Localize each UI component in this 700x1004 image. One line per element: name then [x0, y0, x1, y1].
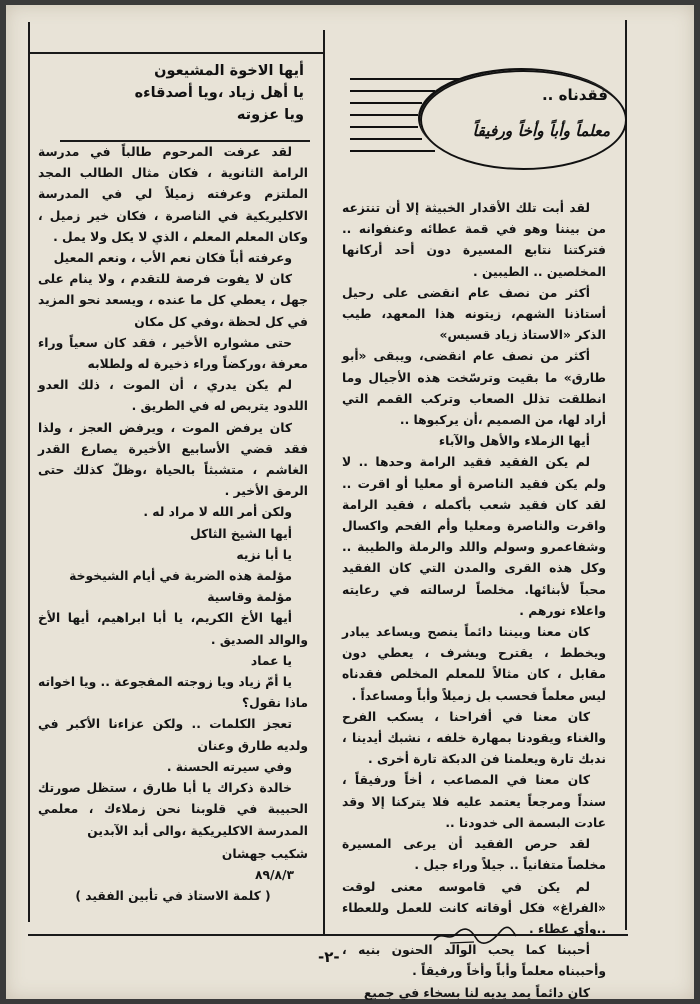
right-paragraph: لقد حرص الفقيد أن يرعى المسيرة مخلصاً متفانياً .. جيلاً وراء جيل .: [342, 837, 606, 873]
continued-handwritten-note: [430, 924, 520, 946]
right-paragraph: أكثر من نصف عام انقضى على رحيل أستاذنا الشهم، زيتونه هذا المعهد، طيب الذكر «الاستاذ زياد قسيس»: [342, 285, 606, 343]
right-border-line: [625, 20, 627, 930]
decorative-line: [350, 150, 435, 152]
right-article-column: [342, 198, 606, 1004]
left-paragraph: لم يكن يدري ، أن الموت ، ذلك العدو اللدود يتربص له في الطريق .: [38, 378, 308, 414]
author-date: ٨٩/٨/٣: [254, 867, 294, 882]
right-paragraph: لم يكن الفقيد فقيد الرامة وحدها .. لا ولم يكن فقيد الناصرة أو معليا أو اقرت .. لقد كان فقيد شعب بأكمله ، فقيد الرامة واقرت والناصرة ومعليا وأم الفحم واكسال وشفاعمرو وسولم واللد والرملة والطيبة .. وكل هذه القرى والمدن التي كان الفقيد محباً لأبنائها. مخلصاً لرسالته في رعايته واعلاء نورهم .: [342, 455, 606, 618]
right-paragraph: كان دائماً يمد يديه لنا بسخاء في جميع: [363, 985, 590, 1000]
left-paragraph: تعجز الكلمات .. ولكن عزاءنا الأكبر في ولديه طارق وعنان: [38, 717, 308, 753]
right-paragraph: أيها الزملاء والأهل والآباء: [438, 434, 590, 449]
right-paragraph: لم يكن في قاموسه معنى لوقت «الفراغ» فكل أوقاته كانت للعمل وللعطاء ..وأي عطاء .: [342, 879, 606, 936]
left-paragraph: يا عماد: [250, 653, 292, 668]
decorative-line: [350, 138, 422, 140]
left-paragraph: وفي سيرته الحسنة .: [166, 759, 292, 774]
right-paragraph: لقد أبت تلك الأقدار الخبيثة إلا أن تنتزعه من بيننا وهو في قمة عطائه وعنفوانه .. فتركتنا نتابع المسيرة دون أحد أركانها المخلصين .. الطيبين .: [342, 201, 606, 279]
right-paragraph: كان معنا في المصاعب ، أخاً ورفيقاً ، سنداً ومرجعاً يعتمد عليه فلا يتركنا إلا وقد عادت البسمة الى خدودنا ..: [342, 773, 606, 830]
left-paragraph: كان لا يفوت فرصة للتقدم ، ولا ينام على جهل ، يعطي كل ما عنده ، ويسعد نحو المزيد في كل لحظة ،وفي كل مكان: [38, 272, 308, 329]
right-paragraph: كان معنا في أفراحنا ، يسكب الفرح والغناء ويقودنا بمهارة خلفه ، نشبك أيدينا ، ندبك تارة ويعلمنا فن الدبكة تارة أخرى .: [342, 709, 606, 767]
left-paragraph: يا أمّ زياد ويا زوجته المفجوعة .. ويا اخواته ماذا نقول؟: [38, 675, 308, 711]
author-name: شكيب جهشان: [221, 846, 308, 861]
title-oval: [420, 70, 627, 170]
top-rule: [28, 52, 325, 54]
right-paragraph: أكثر من نصف عام انقضى، ويبقى «أبو طارق» ما بقيت وترسّخت هذه الأجيال وما انطلقت تذلل الصعاب وتركب القمم التي أراد لها، من الصميم ،أن يركبوها ..: [342, 349, 606, 428]
column-divider-line: [323, 30, 325, 935]
decorative-line: [350, 102, 422, 104]
left-paragraph: مؤلمة هذه الضربة في أيام الشيخوخة: [69, 569, 292, 584]
left-paragraph: حتى مشواره الأخير ، فقد كان سعياً وراء معرفة ،وركضاً وراء ذخيرة له ولطلابه: [38, 335, 308, 372]
left-paragraph: خالدة ذكراك يا أبا طارق ، ستظل صورتك الحبيبة في قلوبنا نحن زملاءك ، معلمي المدرسة الاكليريكية ،والى أبد الآبدين: [38, 781, 308, 838]
left-heading-line2: يا أهل زياد ،ويا أصدقاءه: [134, 85, 304, 101]
left-paragraph: أيها الشيخ الثاكل: [190, 526, 292, 541]
page-number: -٢-: [318, 948, 340, 966]
decorative-line: [350, 90, 435, 92]
left-paragraph: ولكن أمر الله لا مراد له .: [143, 505, 292, 520]
decorative-line: [350, 126, 418, 128]
left-paragraph: وعرفته أباً فكان نعم الأب ، ونعم المعيل: [53, 251, 292, 266]
left-paragraph: أيها الأخ الكريم، يا أبا ابراهيم، أيها الأخ والوالد الصديق .: [38, 611, 308, 647]
right-paragraph: كان معنا وبيننا دائماً ينصح ويساعد يبادر ويخطط ، يقترح ويشرف ، يعطي دون مقابل ، كان مثالاً للمعلم المخلص فقدناه ليس معلماً فحسب بل زميلاً وأباً ومساعداً .: [342, 625, 606, 703]
left-paragraph: يا أبا نزيه: [236, 547, 292, 562]
left-heading-line1: أيها الاخوة المشيعون: [154, 63, 304, 79]
left-heading: [74, 60, 304, 126]
left-paragraph: لقد عرفت المرحوم طالباً في مدرسة الرامة الثانوية ، فكان مثال الطالب المجد الملتزم وعرفته زميلاً لي في المدرسة الاكليريكية في الناصرة ، فكان خير زميل ، وكان المعلم المعلم ، الذي لا يكل ولا يمل .: [38, 145, 308, 244]
right-paragraph: أحببنا كما يحب الوالد الحنون بنيه ، وأحببناه معلماً وأباً وأخاً ورفيقاً .: [342, 943, 606, 979]
left-paragraph: مؤلمة وقاسية: [207, 590, 292, 605]
left-article-column: [38, 142, 308, 907]
right-heading-line1: فقدناه ..: [541, 86, 608, 104]
left-heading-line3: ويا عزوته: [236, 107, 304, 123]
right-heading-line2: معلماً وأباً وأخاً ورفيقاً: [472, 122, 610, 140]
speech-caption: ( كلمة الاستاذ في تأبين الفقيد ): [75, 889, 271, 904]
left-border-line: [28, 22, 30, 922]
decorative-line: [350, 78, 460, 80]
decorative-line: [350, 114, 418, 116]
left-paragraph: كان يرفض الموت ، ويرفض العجز ، ولذا فقد قضي الأسابيع الأخيرة يصارع القدر الغاشم ، متشبثاً بالحياة ،وظلّ كذلك حتى الرمق الأخير .: [38, 420, 308, 499]
